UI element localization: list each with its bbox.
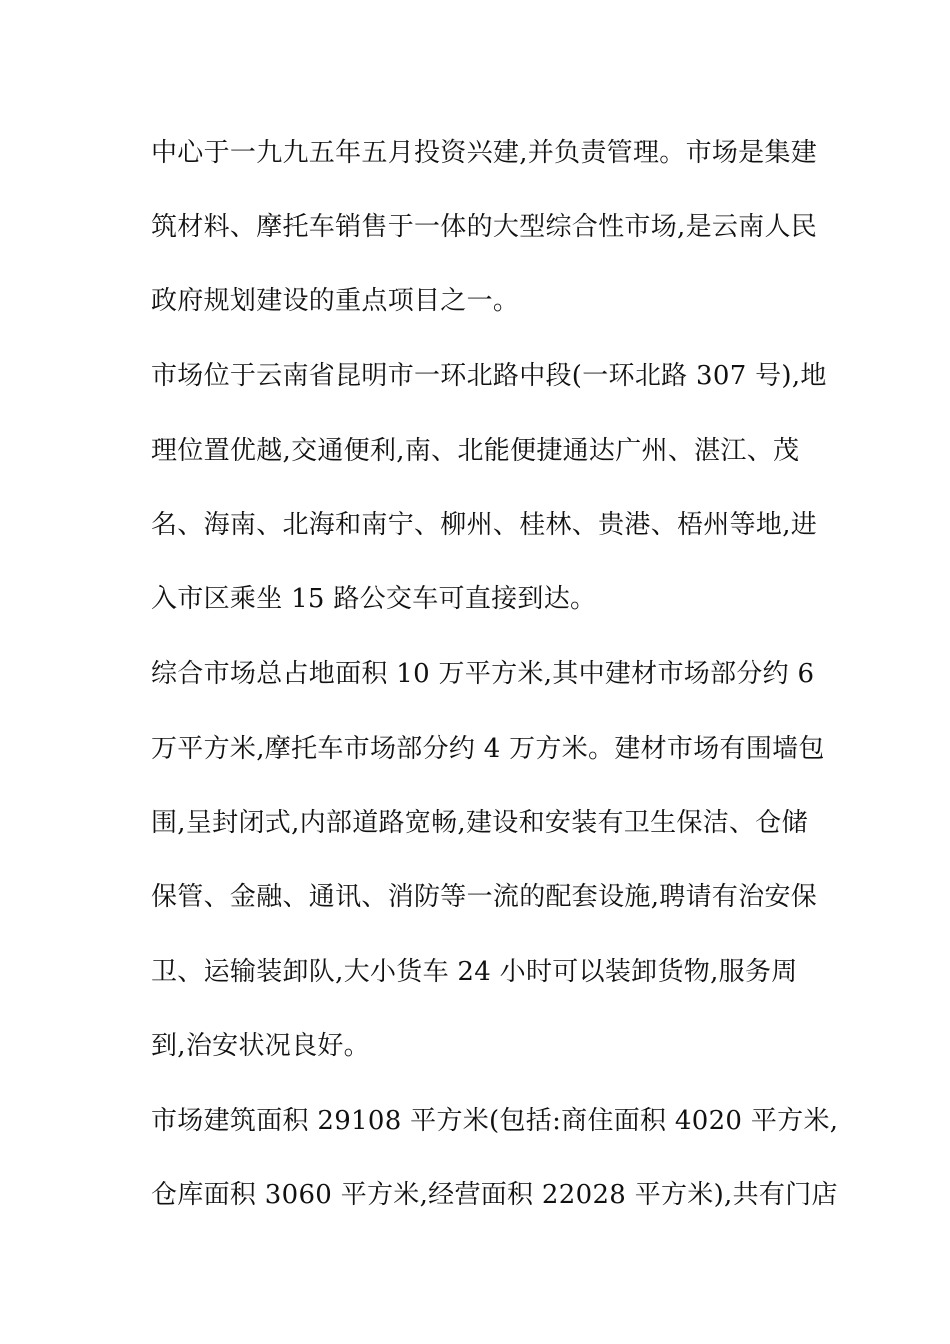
text-line: 围,呈封闭式,内部道路宽畅,建设和安装有卫生保洁、仓储	[151, 808, 808, 838]
text-line: 仓库面积 3060 平方米,经营面积 22028 平方米),共有门店	[151, 1180, 838, 1210]
text-line: 市场建筑面积 29108 平方米(包括:商住面积 4020 平方米,	[151, 1106, 839, 1136]
text-line: 理位置优越,交通便利,南、北能便捷通达广州、湛江、茂	[151, 436, 800, 466]
text-line: 保管、金融、通讯、消防等一流的配套设施,聘请有治安保	[151, 882, 818, 912]
text-line: 综合市场总占地面积 10 万平方米,其中建材市场部分约 6	[151, 659, 815, 689]
text-line: 入市区乘坐 15 路公交车可直接到达。	[151, 584, 597, 614]
text-line: 政府规划建设的重点项目之一。	[151, 286, 520, 316]
text-line: 市场位于云南省昆明市一环北路中段(一环北路 307 号),地	[151, 361, 827, 391]
text-line: 中心于一九九五年五月投资兴建,并负责管理。市场是集建	[151, 138, 818, 168]
text-line: 名、海南、北海和南宁、柳州、桂林、贵港、梧州等地,进	[151, 510, 818, 540]
text-line: 筑材料、摩托车销售于一体的大型综合性市场,是云南人民	[151, 212, 818, 242]
text-line: 到,治安状况良好。	[151, 1031, 370, 1061]
text-line: 卫、运输装卸队,大小货车 24 小时可以装卸货物,服务周	[151, 957, 798, 987]
text-line: 万平方米,摩托车市场部分约 4 万方米。建材市场有围墙包	[151, 734, 825, 764]
